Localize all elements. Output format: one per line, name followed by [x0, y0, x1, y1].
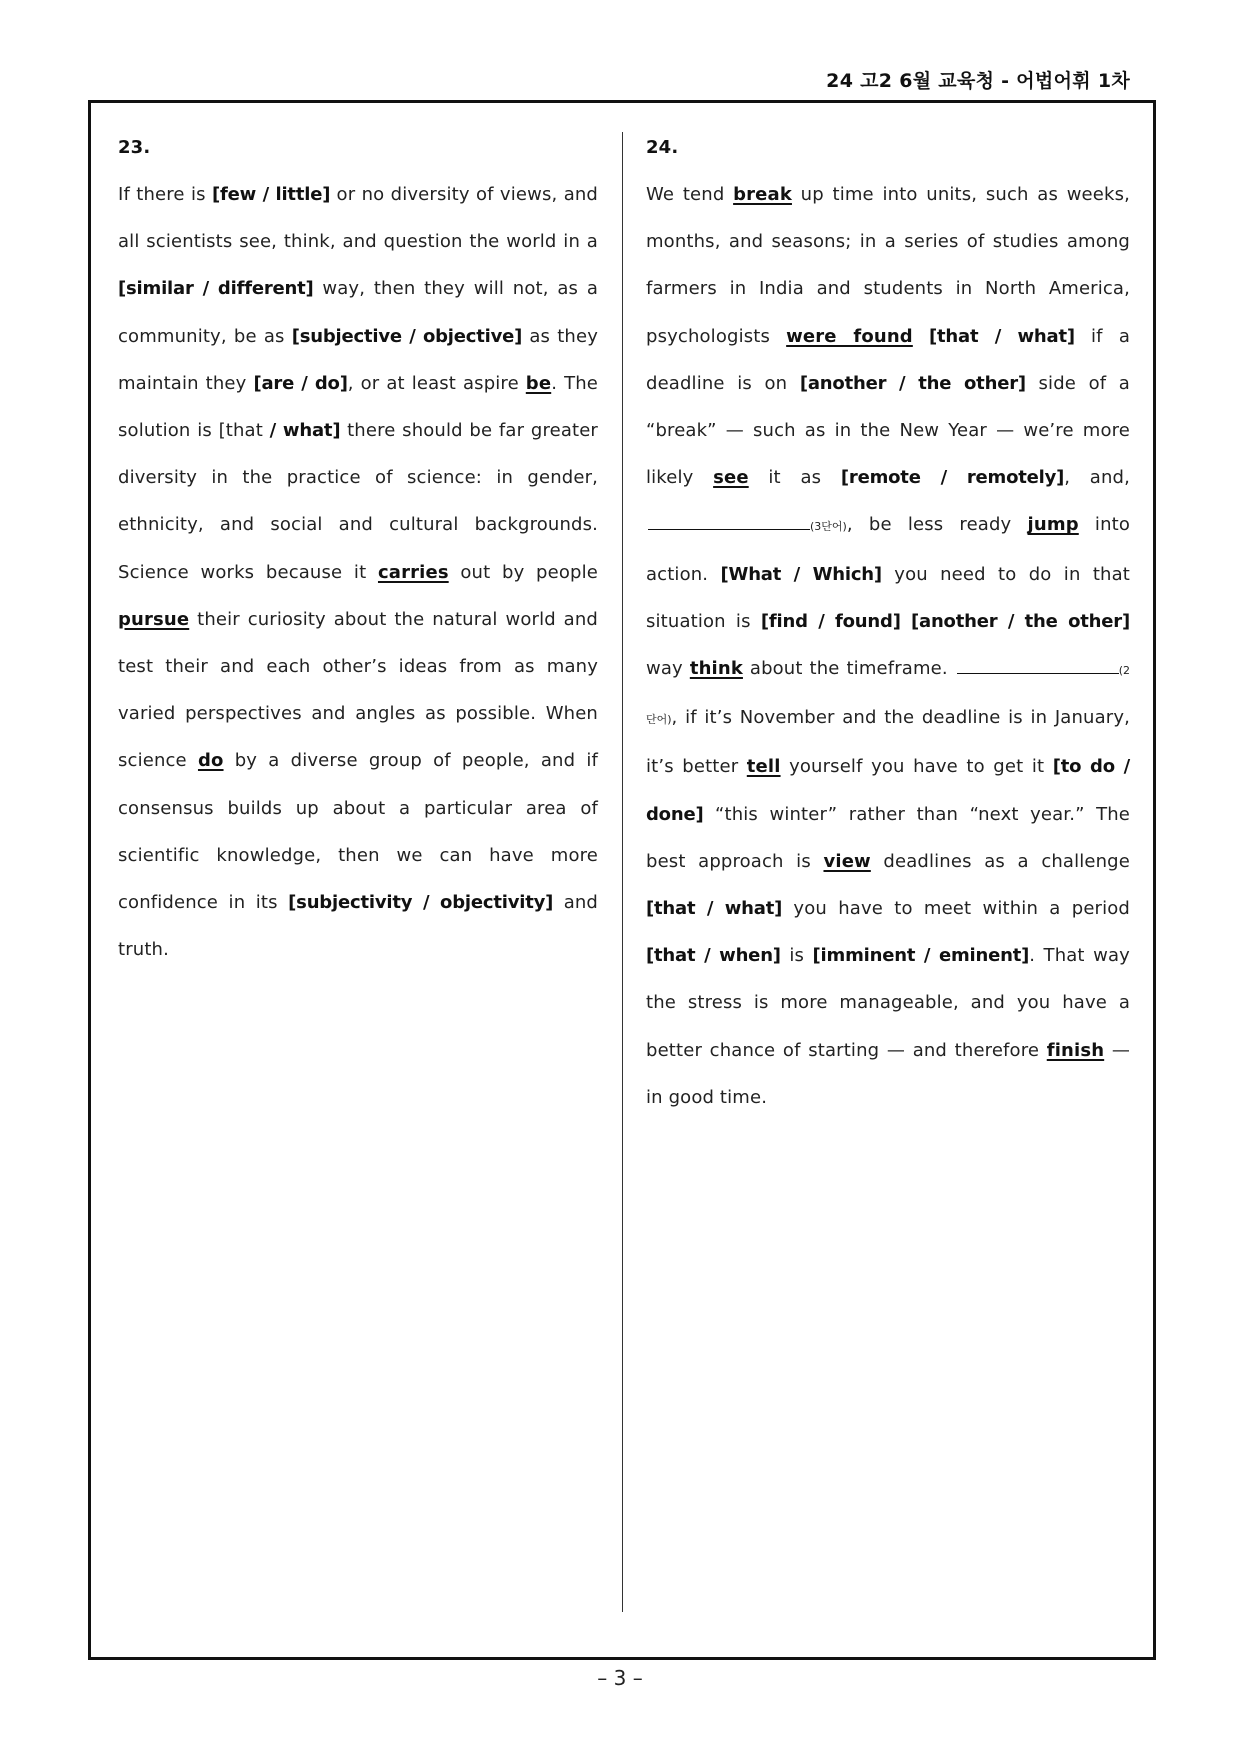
- answer-choice-bracket: [imminent / eminent]: [812, 945, 1030, 967]
- passage-segment: , or at least aspire: [347, 372, 526, 394]
- passage-segment: . The solution is [that: [118, 372, 604, 442]
- passage-segment: We tend: [646, 184, 734, 205]
- answer-choice-bracket: [another / the other]: [910, 610, 1130, 632]
- question-number: 23.: [118, 137, 151, 158]
- answer-choice-bracket: [subjectivity / objectivity]: [288, 892, 554, 914]
- question-number: 24.: [646, 137, 679, 158]
- passage-segment: their curiosity about the natural world and test their and each other’s ideas from as many varied perspectives and angles as possible. When science: [118, 608, 604, 772]
- underlined-word: were found: [786, 325, 913, 347]
- answer-choice-bracket: [similar / different]: [118, 278, 314, 300]
- word-count-hint: (3단어): [810, 520, 847, 534]
- passage-segment: , if it’s November and the deadline is in January, it’s better: [646, 707, 1136, 778]
- answer-choice-bracket: [another / the other]: [799, 372, 1026, 394]
- passage-text: [646, 171, 1137, 1121]
- passage-segment: If there is: [118, 184, 212, 205]
- passage-segment: yourself you have to get it: [780, 756, 1053, 778]
- underlined-word: jump: [1027, 514, 1079, 536]
- passage-segment: , and,: [1064, 467, 1136, 489]
- answer-choice-bracket: [subjective / objective]: [291, 325, 523, 347]
- passage-segment: way, then they will not, as a community, be as: [118, 278, 604, 347]
- underlined-word: carries: [377, 561, 449, 583]
- passage-segment: [913, 326, 929, 347]
- passage-segment: into action.: [646, 514, 1136, 585]
- passage-text: [118, 171, 604, 973]
- worksheet-title: 24 고2 6월 교육청 - 어법어휘 1차: [826, 70, 1130, 92]
- underlined-word: think: [689, 658, 743, 680]
- answer-choice-bracket: / what]: [269, 420, 341, 442]
- answer-choice-bracket: [are / do]: [253, 372, 348, 394]
- passage-segment: [901, 611, 911, 632]
- answer-choice-bracket: [that / what]: [646, 898, 783, 920]
- underlined-word: be: [525, 372, 552, 394]
- answer-choice-bracket: [few / little]: [211, 184, 331, 205]
- answer-choice-bracket: [find / found]: [760, 610, 901, 632]
- underlined-word: pursue: [118, 608, 190, 630]
- answer-choice-bracket: [that / when]: [646, 945, 781, 967]
- page-number: – 3 –: [597, 1666, 643, 1690]
- underlined-word: see: [713, 467, 749, 489]
- answer-blank: [648, 513, 810, 530]
- passage-segment: if a deadline is on: [646, 325, 1136, 394]
- passage-segment: way: [646, 610, 1136, 680]
- passage-segment: . That way the stress is more manageable, and you have a better chance of starting — and therefore: [646, 945, 1136, 1061]
- column-divider: [622, 132, 623, 1612]
- passage-segment: and truth.: [118, 892, 604, 961]
- passage-segment: you have to meet within a period: [782, 898, 1136, 920]
- underlined-word: finish: [1046, 1039, 1105, 1061]
- passage-segment: side of a “break” — such as in the New Year — we’re more likely: [646, 372, 1136, 489]
- passage-segment: there should be far greater diversity in the practice of science: in gender, ethnicity, and social and cultural backgrounds. Science works because it: [118, 420, 604, 583]
- passage-segment: as they maintain they: [118, 325, 604, 394]
- question-23: [118, 124, 604, 973]
- passage-segment: deadlines as a challenge: [870, 850, 1136, 872]
- passage-segment: up time into units, such as weeks, months, and seasons; in a series of studies among farmers in India and students in North America, psychologists: [646, 184, 1136, 347]
- passage-segment: is: [780, 945, 813, 967]
- answer-blank: [957, 657, 1119, 674]
- underlined-word: break: [733, 184, 792, 205]
- answer-choice-bracket: [to do / done]: [646, 756, 1137, 825]
- passage-segment: , be less ready: [846, 514, 1028, 536]
- question-24: [646, 124, 1137, 1121]
- underlined-word: tell: [746, 756, 781, 778]
- word-count-hint: (2단어): [646, 664, 1130, 727]
- passage-segment: — in good time.: [646, 1039, 1136, 1108]
- underlined-word: view: [823, 850, 871, 872]
- passage-segment: it as: [748, 467, 841, 489]
- passage-segment: or no diversity of views, and all scientists see, think, and question the world in a: [118, 184, 604, 253]
- passage-segment: you need to do in that situation is: [646, 563, 1136, 632]
- answer-choice-bracket: [that / what]: [928, 325, 1075, 347]
- passage-segment: out by people: [448, 561, 604, 583]
- passage-segment: by a diverse group of people, and if consensus builds up about a particular area of scientific knowledge, then we can have more confidence in its: [118, 750, 604, 914]
- underlined-word: do: [197, 750, 224, 772]
- passage-segment: “this winter” rather than “next year.” The best approach is: [646, 803, 1136, 872]
- answer-choice-bracket: [remote / remotely]: [840, 467, 1065, 489]
- answer-choice-bracket: [What / Which]: [720, 563, 882, 585]
- passage-segment: about the timeframe.: [742, 658, 955, 680]
